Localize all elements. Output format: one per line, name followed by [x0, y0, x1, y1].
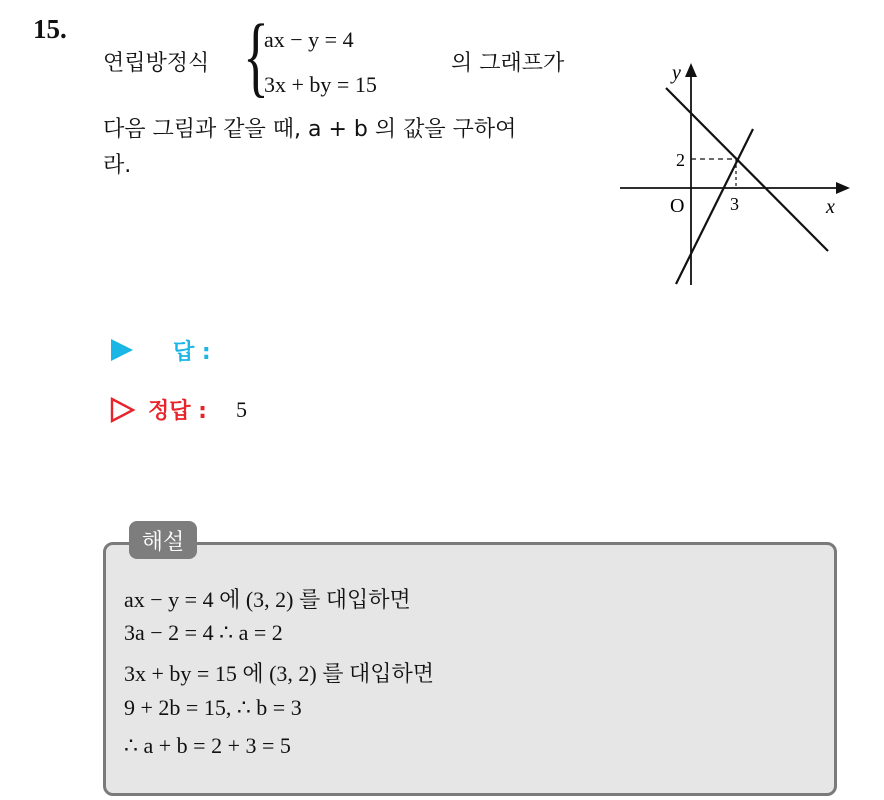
tick-label-y: 2	[676, 150, 685, 170]
x-axis-arrow	[836, 182, 850, 194]
system-brace: {	[243, 7, 269, 106]
question-number: 15.	[33, 14, 67, 44]
correct-answer-value: 5	[236, 397, 247, 422]
correct-triangle-icon	[110, 396, 136, 424]
coordinate-graph	[610, 55, 860, 295]
solution-line-5: ∴ a + b = 2 + 3 = 5	[124, 733, 291, 758]
answer-label: 답 :	[173, 340, 211, 365]
graph-line-2	[676, 129, 753, 284]
question-intro: 연립방정식	[103, 51, 210, 76]
solution-line-1: ax − y = 4 에 (3, 2) 를 대입하면	[124, 587, 411, 612]
x-axis-label: x	[826, 196, 835, 218]
solution-line-4: 9 + 2b = 15, ∴ b = 3	[124, 695, 302, 720]
question-intro-end: 의 그래프가	[451, 51, 565, 76]
answer-triangle-icon	[111, 339, 133, 361]
question-line-2: 다음 그림과 같을 때, a + b 의 값을 구하여	[103, 117, 517, 142]
tick-label-x: 3	[730, 194, 739, 214]
correct-answer-label: 정답 :	[148, 399, 207, 424]
y-axis-label: y	[672, 62, 681, 84]
solution-line-3: 3x + by = 15 에 (3, 2) 를 대입하면	[124, 661, 434, 686]
solution-tag: 해설	[129, 521, 197, 559]
equation-2: 3x + by = 15	[264, 72, 377, 97]
y-axis-arrow	[685, 63, 697, 77]
question-line-3: 라.	[103, 153, 132, 178]
origin-label: O	[670, 195, 685, 217]
equation-1: ax − y = 4	[264, 27, 354, 52]
solution-line-2: 3a − 2 = 4 ∴ a = 2	[124, 620, 283, 645]
